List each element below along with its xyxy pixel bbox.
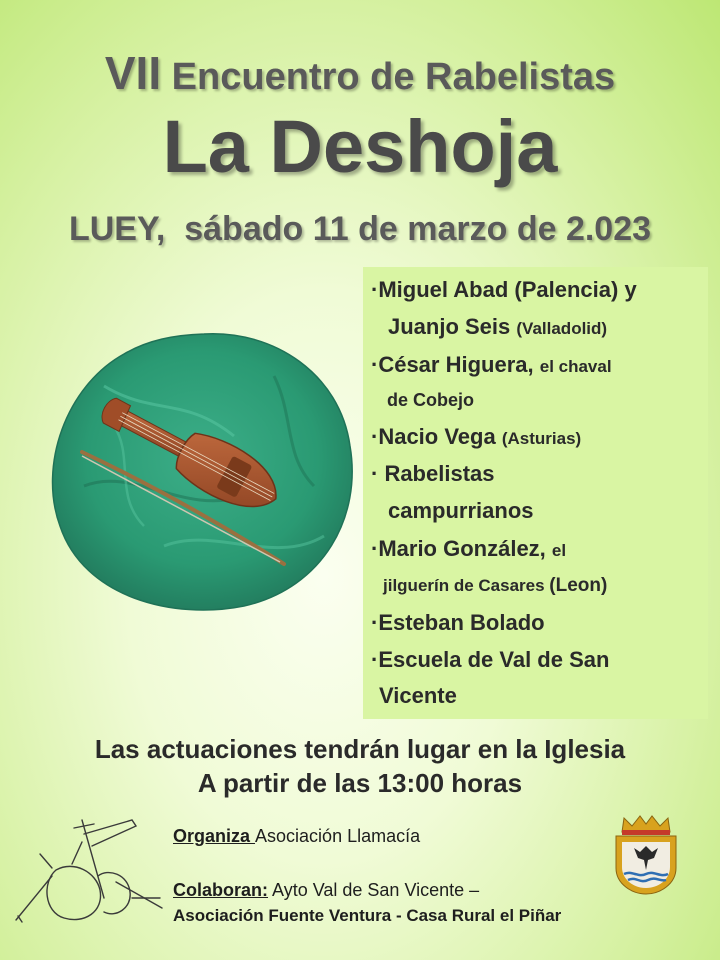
event-date: sábado 11 de marzo de 2.023 xyxy=(184,210,652,248)
performers-panel xyxy=(363,267,708,719)
performer-line: de Cobejo xyxy=(387,390,475,410)
organiza-line: Organiza Asociación Llamacía xyxy=(173,826,421,846)
performer-line: Vicente xyxy=(379,683,457,708)
performer-line: ·César Higuera, el chaval xyxy=(371,352,612,377)
performer-line: ·Esteban Bolado xyxy=(371,610,545,635)
date-line xyxy=(0,210,720,249)
main-title: La Deshoja xyxy=(162,105,558,188)
colaboran-line: Colaboran: Ayto Val de San Vicente – xyxy=(173,880,480,900)
coat-of-arms-icon xyxy=(610,812,682,896)
rabel-illustration xyxy=(44,326,364,616)
performer-line: ·Nacio Vega (Asturias) xyxy=(371,424,582,449)
performer-line: ·Mario González, el xyxy=(371,536,567,561)
event-edition-title xyxy=(0,46,720,100)
bagpipe-sketch-icon xyxy=(12,812,172,930)
performer-line: campurrianos xyxy=(388,498,534,523)
time-line: A partir de las 13:00 horas xyxy=(197,768,523,798)
performer-line: · Rabelistas xyxy=(371,461,495,486)
colaboran-line-2: Asociación Fuente Ventura - Casa Rural el Piñar xyxy=(173,906,562,925)
edition-number: VII xyxy=(104,47,162,99)
place: LUEY, xyxy=(68,210,166,248)
performer-line: ·Escuela de Val de San xyxy=(371,647,610,672)
performer-line: Juanjo Seis (Valladolid) xyxy=(388,314,608,339)
event-name: Encuentro de Rabelistas xyxy=(171,56,616,98)
performer-line: jilguerín de Casares (Leon) xyxy=(383,575,608,596)
venue-line: Las actuaciones tendrán lugar en la Iglesia xyxy=(94,734,626,764)
performer-line: ·Miguel Abad (Palencia) y xyxy=(371,277,637,302)
